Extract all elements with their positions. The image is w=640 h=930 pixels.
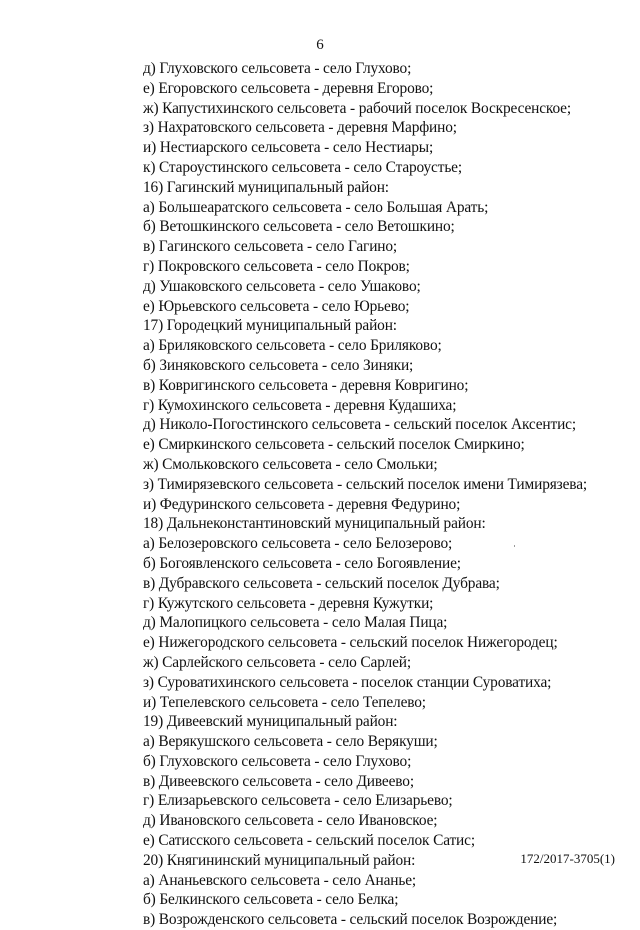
list-line: г) Кумохинского сельсовета - деревня Кудашиха; xyxy=(143,396,457,414)
list-line: з) Тимирязевского сельсовета - сельский поселок имени Тимирязева; xyxy=(143,475,587,493)
list-line: б) Богоявленского сельсовета - село Богоявление; xyxy=(143,554,461,572)
list-line: а) Ананьевского сельсовета - село Ананье; xyxy=(143,871,417,889)
list-line: е) Нижегородского сельсовета - сельский поселок Нижегородец; xyxy=(143,634,558,652)
list-line: в) Дивеевского сельсовета - село Дивеево; xyxy=(143,772,414,790)
list-line: е) Юрьевского сельсовета - село Юрьево; xyxy=(143,297,410,315)
list-line: е) Егоровского сельсовета - деревня Егорово; xyxy=(143,79,434,97)
district-heading: 20) Княгининский муниципальный район: xyxy=(143,851,416,869)
page-number: 6 xyxy=(316,37,324,53)
list-line: г) Елизарьевского сельсовета - село Елизарьево; xyxy=(143,792,453,810)
district-heading: 19) Дивеевский муниципальный район: xyxy=(143,713,398,731)
list-line: а) Большеаратского сельсовета - село Большая Арать; xyxy=(143,198,489,216)
list-line: и) Тепелевского сельсовета - село Тепелево; xyxy=(143,693,426,711)
district-heading: 17) Городецкий муниципальный район: xyxy=(143,317,397,335)
list-line: а) Белозеровского сельсовета - село Белозерово; xyxy=(143,535,453,553)
district-heading: 18) Дальнеконстантиновский муниципальный район: xyxy=(143,515,486,533)
list-line: и) Нестиарского сельсовета - село Нестиары; xyxy=(143,139,434,157)
list-line: б) Ветошкинского сельсовета - село Ветошкино; xyxy=(143,218,455,236)
list-line: б) Белкинского сельсовета - село Белка; xyxy=(143,891,399,909)
list-line: д) Малопицкого сельсовета - село Малая Пица; xyxy=(143,614,448,632)
list-line: д) Глуховского сельсовета - село Глухово; xyxy=(143,60,412,77)
list-line: д) Ивановского сельсовета - село Ивановское; xyxy=(143,812,438,830)
list-line: г) Покровского сельсовета - село Покров; xyxy=(143,257,410,275)
list-line: ж) Сарлейского сельсовета - село Сарлей; xyxy=(143,653,411,671)
list-line: а) Верякушского сельсовета - село Верякуши; xyxy=(143,733,438,751)
list-line: в) Возрожденского сельсовета - сельский поселок Возрождение; xyxy=(143,911,558,929)
list-line: б) Глуховского сельсовета - село Глухово; xyxy=(143,752,412,770)
list-line: ж) Капустихинского сельсовета - рабочий поселок Воскресенское; xyxy=(143,99,571,117)
list-line: в) Дубравского сельсовета - сельский поселок Дубрава; xyxy=(143,574,500,592)
document-code: 172/2017-3705(1) xyxy=(520,851,615,866)
list-line: к) Староустинского сельсовета - село Староустье; xyxy=(143,158,462,176)
list-line: д) Николо-Погостинского сельсовета - сельский поселок Аксентис; xyxy=(143,416,576,434)
list-line: а) Бриляковского сельсовета - село Бриляково; xyxy=(143,337,442,355)
list-line: д) Ушаковского сельсовета - село Ушаково; xyxy=(143,277,421,295)
list-line: з) Нахратовского сельсовета - деревня Марфино; xyxy=(143,119,457,137)
list-line: з) Суроватихинского сельсовета - поселок станции Суроватиха; xyxy=(143,673,552,691)
list-line: б) Зиняковского сельсовета - село Зиняки; xyxy=(143,356,414,374)
list-line: и) Федуринского сельсовета - деревня Федурино; xyxy=(143,495,461,513)
list-line: в) Ковригинского сельсовета - деревня Ковригино; xyxy=(143,376,469,394)
list-line: е) Смиркинского сельсовета - сельский поселок Смиркино; xyxy=(143,436,525,454)
district-heading: 16) Гагинский муниципальный район: xyxy=(143,178,389,196)
scan-speck xyxy=(514,545,515,547)
list-line: в) Гагинского сельсовета - село Гагино; xyxy=(143,238,398,256)
list-line: г) Кужутского сельсовета - деревня Кужутки; xyxy=(143,594,434,612)
list-line: ж) Смольковского сельсовета - село Смольки; xyxy=(143,455,438,473)
list-line: е) Сатисского сельсовета - сельский поселок Сатис; xyxy=(143,832,475,850)
settlement-list xyxy=(143,59,623,930)
